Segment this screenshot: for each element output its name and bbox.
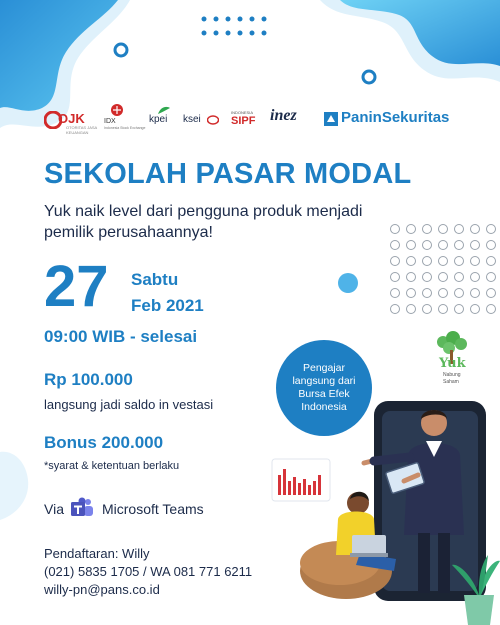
sipf-text: SIPF <box>231 115 256 127</box>
sponsor-logos <box>44 103 484 137</box>
bonus-note: *syarat & ketentuan berlaku <box>44 460 180 472</box>
ksei-mark-icon <box>207 114 219 126</box>
ojk-logo <box>44 103 96 137</box>
ksei-logo <box>183 103 223 137</box>
bubble-text: Pengajar langsung dari Bursa Efek Indonesia <box>292 362 356 413</box>
panin-logo <box>324 103 484 137</box>
yuk-nabung-saham-logo <box>427 330 477 390</box>
price-amount: Rp 100.000 <box>44 370 133 389</box>
event-month-year: Feb 2021 <box>131 296 204 315</box>
panin-mark-icon <box>324 112 338 126</box>
teams-label: Microsoft Teams <box>102 501 204 517</box>
bonus-amount: Bonus 200.000 <box>44 433 164 452</box>
ojk-text: OJK <box>58 111 85 126</box>
contact-info <box>44 545 252 599</box>
event-weekday: Sabtu <box>131 270 179 289</box>
idx-subtext: Indonesia Stock Exchange <box>104 126 146 130</box>
panin-text: PaninSekuritas <box>341 109 450 126</box>
dot-grid <box>389 223 499 323</box>
kpei-text: kpei <box>149 114 168 125</box>
ojk-subtext: OTORITAS JASA KEUANGAN <box>66 125 97 135</box>
yuk-sub1: Nabung <box>443 372 461 378</box>
price-note: langsung jadi saldo in vestasi <box>44 397 214 412</box>
contact-phone: (021) 5835 1705 / WA 081 771 6211 <box>44 564 253 579</box>
inez-logo <box>270 103 320 137</box>
yuk-word: Yuk <box>439 356 466 371</box>
yuk-sub2: Saham <box>443 379 459 385</box>
kpei-logo <box>149 103 179 137</box>
contact-email[interactable]: willy-pn@pans.co.id <box>44 582 160 597</box>
via-label: Via <box>44 501 64 517</box>
microsoft-teams-icon <box>70 496 94 520</box>
ksei-text: ksei <box>183 114 201 125</box>
idx-logo <box>104 103 146 137</box>
contact-name: Pendaftaran: Willy <box>44 546 150 561</box>
event-day: 27 <box>44 254 109 319</box>
idx-mark-icon <box>110 103 124 117</box>
event-time: 09:00 WIB - selesai <box>44 327 198 346</box>
sipf-logo <box>227 103 267 137</box>
page-title: SEKOLAH PASAR MODAL <box>44 158 412 190</box>
inez-text: inez <box>270 107 297 124</box>
subtitle: Yuk naik level dari pengguna produk menjadi pemilik perusahaannya! <box>44 203 363 241</box>
teacher-speech-bubble <box>276 340 372 436</box>
sipf-subtext: INDONESIA <box>231 110 254 115</box>
idx-text: IDX <box>104 118 116 125</box>
